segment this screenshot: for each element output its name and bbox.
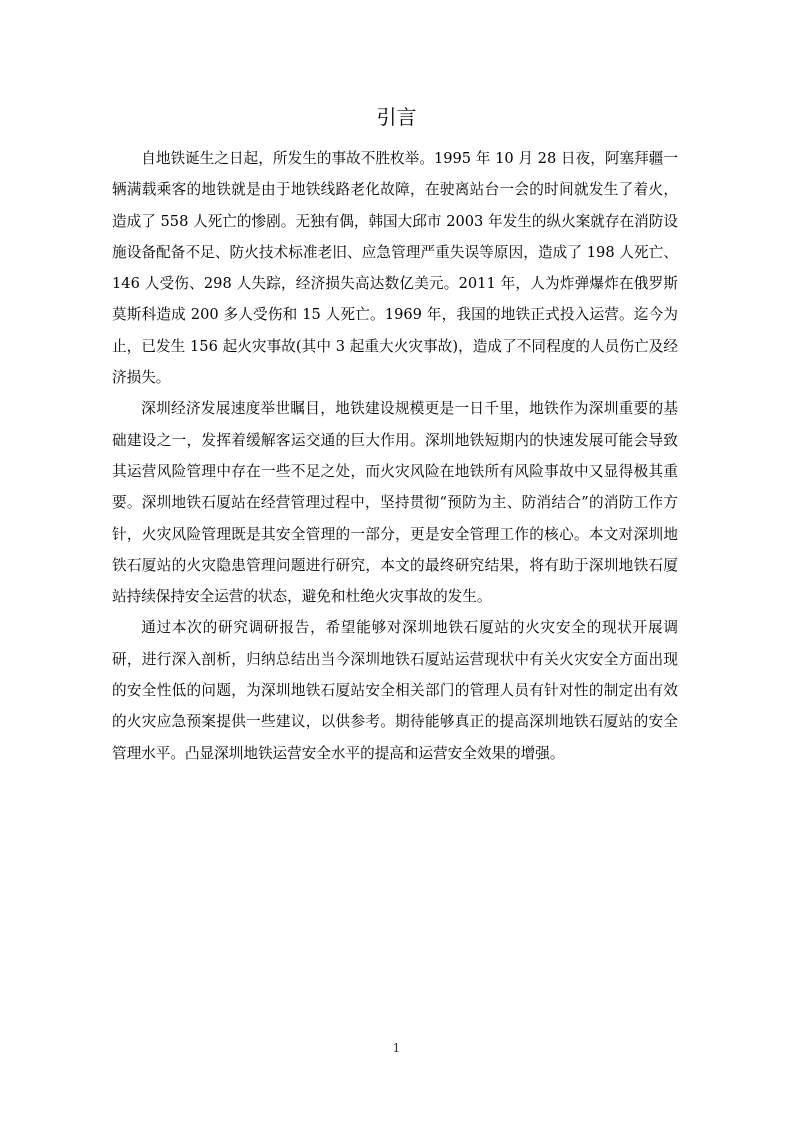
paragraph-3: 通过本次的研究调研报告，希望能够对深圳地铁石厦站的火灾安全的现状开展调研，进行深入剖析，归纳总结出当今深圳地铁石厦站运营现状中有关火灾安全方面出现的安全性低的问题，为深圳地铁石厦站安全相关部门的管理人员有针对性的制定出有效的火灾应急预案提供一些建议，以供参考。期待能够真正的提高深圳地铁石厦站的安全管理水平。凸显深圳地铁运营安全水平的提高和运营安全效果的增强。 bbox=[112, 619, 678, 762]
body-text bbox=[112, 143, 678, 769]
paragraph-1: 自地铁诞生之日起，所发生的事故不胜枚举。1995 年 10 月 28 日夜，阿塞拜疆一辆满载乘客的地铁就是由于地铁线路老化故障，在驶离站台一会的时间就发生了着火，造成了 558 人死亡的惨剧。无独有偶，韩国大邱市 2003 年发生的纵火案就存在消防设施设备配备不足、防火技术标准老旧、应急管理严重失误等原因，造成了 198 人死亡、146 人受伤、298 人失踪，经济损失高达数亿美元。2011 年，人为炸弹爆炸在俄罗斯莫斯科造成 200 多人受伤和 15 人死亡。1969 年，我国的地铁正式投入运营。迄今为止，已发生 156 起火灾事故(其中 3 起重大火灾事故)，造成了不同程度的人员伤亡及经济损失。 bbox=[112, 150, 678, 387]
paragraph-2: 深圳经济发展速度举世瞩目，地铁建设规模更是一日千里，地铁作为深圳重要的基础建设之一，发挥着缓解客运交通的巨大作用。深圳地铁短期内的快速发展可能会导致其运营风险管理中存在一些不足之处，而火灾风险在地铁所有风险事故中又显得极其重要。深圳地铁石厦站在经营管理过程中，坚持贯彻“预防为主、防消结合”的消防工作方针，火灾风险管理既是其安全管理的一部分，更是安全管理工作的核心。本文对深圳地铁石厦站的火灾隐患管理问题进行研究，本文的最终研究结果，将有助于深圳地铁石厦站持续保持安全运营的状态，避免和杜绝火灾事故的发生。 bbox=[112, 400, 678, 606]
page-title: 引言 bbox=[376, 105, 417, 129]
page-number: 1 bbox=[392, 1041, 401, 1055]
